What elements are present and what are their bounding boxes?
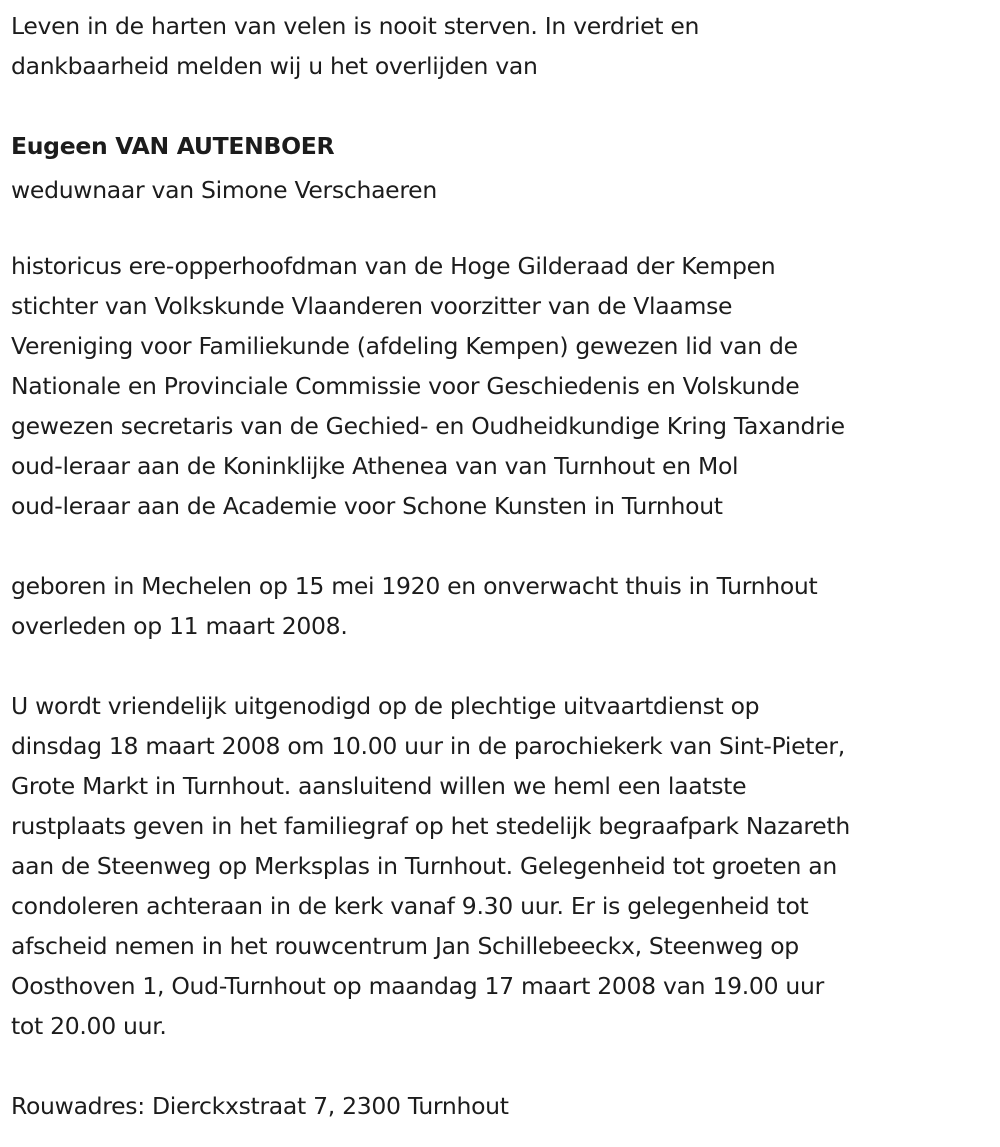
funeral-line: U wordt vriendelijk uitgenodigd op de plechtige uitvaartdienst op [11,692,760,720]
title-line: stichter van Volkskunde Vlaanderen voorzitter van de Vlaamse [11,292,733,320]
deceased-relation: weduwnaar van Simone Verschaeren [11,176,437,204]
funeral-line: Oosthoven 1, Oud-Turnhout op maandag 17 maart 2008 van 19.00 uur [11,972,824,1000]
funeral-paragraph [11,686,996,1046]
spacer [11,214,996,246]
funeral-line: dinsdag 18 maart 2008 om 10.00 uur in de parochiekerk van Sint-Pieter, [11,732,845,760]
intro-line: dankbaarheid melden wij u het overlijden van [11,52,538,80]
address-paragraph [11,1086,996,1126]
birth-death-line: geboren in Mechelen op 15 mei 1920 en onverwacht thuis in Turnhout [11,572,818,600]
title-line: oud-leraar aan de Academie voor Schone Kunsten in Turnhout [11,492,723,520]
funeral-line: condoleren achteraan in de kerk vanaf 9.30 uur. Er is gelegenheid tot [11,892,809,920]
mourning-address: Rouwadres: Dierckxstraat 7, 2300 Turnhout [11,1092,509,1120]
intro-paragraph [11,6,996,86]
title-line: oud-leraar aan de Koninklijke Athenea van van Turnhout en Mol [11,452,739,480]
funeral-line: aan de Steenweg op Merksplas in Turnhout. Gelegenheid tot groeten an [11,852,837,880]
birth-death-paragraph [11,566,996,646]
funeral-line: afscheid nemen in het rouwcentrum Jan Schillebeeckx, Steenweg op [11,932,799,960]
funeral-line: Grote Markt in Turnhout. aansluitend willen we heml een laatste [11,772,747,800]
titles-paragraph [11,246,996,526]
funeral-line: tot 20.00 uur. [11,1012,167,1040]
spacer [11,1046,996,1086]
birth-death-line: overleden op 11 maart 2008. [11,612,348,640]
title-line: Vereniging voor Familiekunde (afdeling Kempen) gewezen lid van de [11,332,798,360]
intro-line: Leven in de harten van velen is nooit sterven. In verdriet en [11,12,700,40]
funeral-line: rustplaats geven in het familiegraf op het stedelijk begraafpark Nazareth [11,812,850,840]
title-line: Nationale en Provinciale Commissie voor Geschiedenis en Volskunde [11,372,800,400]
spacer [11,86,996,126]
deceased-block [11,126,996,214]
title-line: gewezen secretaris van de Gechied- en Oudheidkundige Kring Taxandrie [11,412,845,440]
spacer [11,526,996,566]
spacer [11,646,996,686]
obituary-notice [11,6,996,1126]
deceased-name: Eugeen VAN AUTENBOER [11,132,335,160]
title-line: historicus ere-opperhoofdman van de Hoge Gilderaad der Kempen [11,252,776,280]
